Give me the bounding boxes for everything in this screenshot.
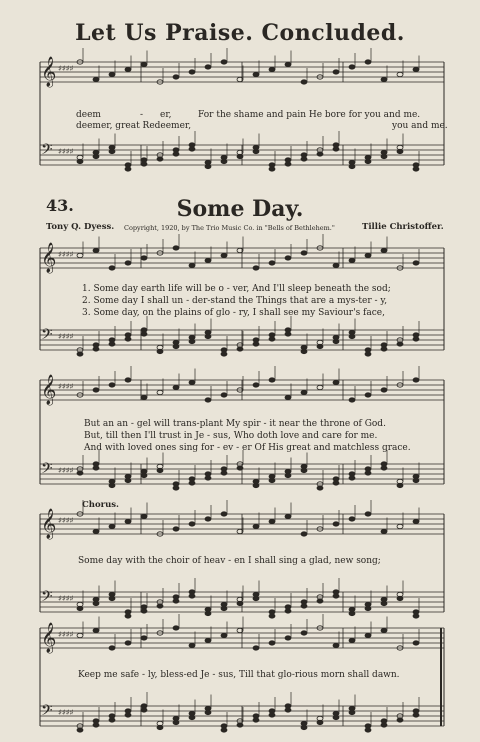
page-title: Let Us Praise. Concluded. xyxy=(75,20,405,46)
chorus-line-1: Some day with the choir of heav - en I shall sing a glad, new song; xyxy=(78,556,381,566)
hymn-composer: Tillie Christoffer. xyxy=(362,222,444,232)
svg-text:♯♯♯♯: ♯♯♯♯ xyxy=(58,466,74,475)
svg-text:𝄢: 𝄢 xyxy=(41,326,53,347)
verse-1: 1. Some day earth life will be o - ver, And I'll sleep beneath the sod; xyxy=(82,284,391,294)
svg-text:♯♯♯♯: ♯♯♯♯ xyxy=(58,382,74,391)
verse-2-part2: But, till then I'll trust in Je - sus, Who doth love and care for me. xyxy=(84,431,378,441)
svg-text:♯♯♯♯: ♯♯♯♯ xyxy=(58,516,74,525)
verse-3: 3. Some day, on the plains of glo - ry, I shall see my Saviour's face, xyxy=(82,308,385,318)
chorus-label: Chorus. xyxy=(82,500,120,510)
hymn-author: Tony Q. Dyess. xyxy=(46,222,115,232)
svg-text:𝄢: 𝄢 xyxy=(41,702,53,723)
hymn-title: Some Day. xyxy=(176,196,304,222)
top-lyric-1a: deem xyxy=(76,110,101,120)
svg-text:𝄞: 𝄞 xyxy=(41,375,57,405)
top-lyric-1b: - xyxy=(140,110,144,120)
svg-text:𝄢: 𝄢 xyxy=(41,460,53,481)
chorus-line-2: Keep me safe - ly, bless-ed Je - sus, Till that glo-rious morn shall dawn. xyxy=(78,670,400,680)
top-lyric-1d: For the shame and pain He bore for you and me. xyxy=(198,110,421,120)
hymn-number: 43. xyxy=(46,196,74,215)
svg-text:𝄞: 𝄞 xyxy=(41,509,57,539)
verse-3-part2: And with loved ones sing for - ev - er Of His great and matchless grace. xyxy=(84,443,411,453)
hymn-copyright: Copyright, 1920, by The Trio Music Co. in "Bells of Bethlehem." xyxy=(124,224,335,232)
svg-text:♯♯♯♯: ♯♯♯♯ xyxy=(58,594,74,603)
verse-1-part2: But an an - gel will trans-plant My spir - it near the throne of God. xyxy=(84,419,386,429)
svg-text:♯♯♯♯: ♯♯♯♯ xyxy=(58,250,74,259)
svg-text:♯♯♯♯: ♯♯♯♯ xyxy=(58,708,74,717)
svg-text:𝄢: 𝄢 xyxy=(41,141,53,162)
svg-text:♯♯♯♯: ♯♯♯♯ xyxy=(58,332,74,341)
svg-text:♯♯♯♯: ♯♯♯♯ xyxy=(58,630,74,639)
top-lyric-2b: you and me. xyxy=(392,121,448,131)
top-lyric-2a: deemer, great Redeemer, xyxy=(76,121,192,131)
top-lyric-1c: er, xyxy=(160,110,172,120)
svg-text:𝄢: 𝄢 xyxy=(41,588,53,609)
svg-text:♯♯♯♯: ♯♯♯♯ xyxy=(58,64,74,73)
verse-2: 2. Some day I shall un - der-stand the Things that are a mys-ter - y, xyxy=(82,296,388,306)
svg-text:𝄞: 𝄞 xyxy=(41,57,57,87)
svg-text:♯♯♯♯: ♯♯♯♯ xyxy=(58,147,74,156)
svg-text:𝄞: 𝄞 xyxy=(41,623,57,653)
svg-text:𝄞: 𝄞 xyxy=(41,243,57,273)
